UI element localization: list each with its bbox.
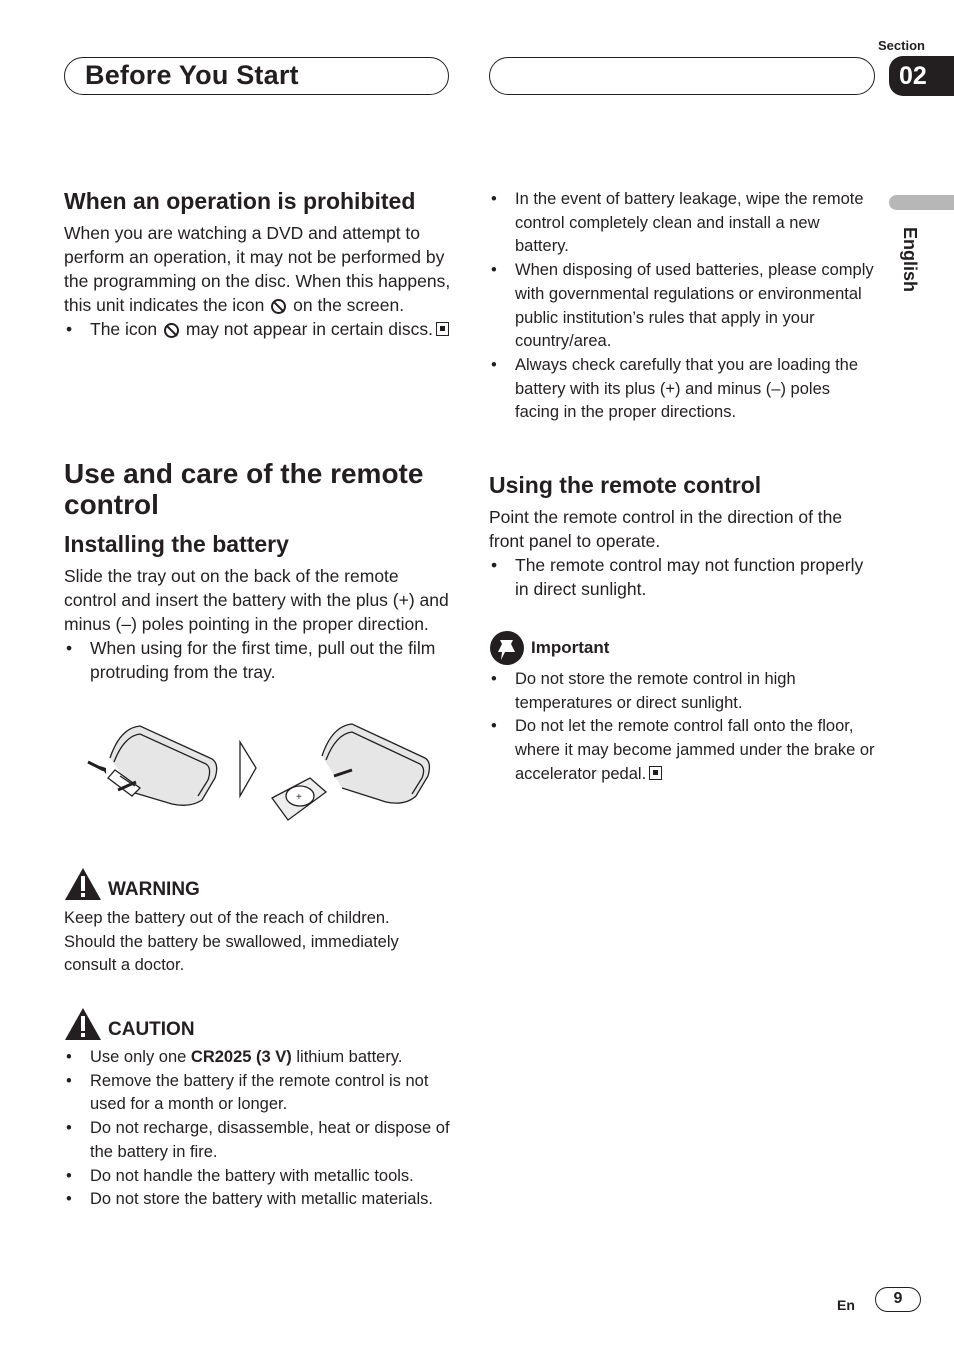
warning-label: WARNING <box>108 879 200 900</box>
warning-text: Keep the battery out of the reach of children. Should the battery be swallowed, immediately consult a doctor. <box>64 909 399 975</box>
list-item: • Do not recharge, disassemble, heat or dispose of the battery in fire. <box>64 1117 456 1164</box>
battery-paragraph <box>64 564 456 684</box>
using-text: Point the remote control in the direction of the front panel to operate. <box>489 507 843 551</box>
warning-header <box>64 866 456 902</box>
list-item: • Always check carefully that you are loading the battery with its plus (+) and minus (–) poles facing in the proper directions. <box>489 354 875 425</box>
important-text: Do not let the remote control fall onto the floor, where it may become jammed under the brake or accelerator pedal. <box>515 717 875 783</box>
important-pin-icon <box>489 630 525 666</box>
prohibited-icon <box>271 299 286 314</box>
bullet-text-a: The icon <box>90 319 158 339</box>
prohibited-icon <box>164 323 179 338</box>
battery-model: CR2025 (3 V) <box>190 1048 292 1066</box>
language-label: English <box>900 227 920 293</box>
section-number-badge: 02 <box>889 56 954 96</box>
prohibited-text-a: When you are watching a DVD and attempt to perform an operation, it may not be performed by the programming on the disc. When this happens, this unit indicates the icon <box>64 223 451 315</box>
list-item: • Do not handle the battery with metallic tools. <box>64 1165 456 1189</box>
battery-care-list <box>489 188 875 425</box>
header-title-pill <box>64 57 449 95</box>
caution-header <box>64 1006 456 1042</box>
battery-text: Slide the tray out on the back of the remote control and insert the battery with the plus (+) and minus (–) poles pointing in the proper direction. <box>64 566 449 634</box>
list-item: • When disposing of used batteries, please comply with governmental regulations or environmental public institution’s rules that apply in your country/area. <box>489 259 875 354</box>
caution-list <box>64 1046 456 1212</box>
battery-install-illustration <box>80 718 440 828</box>
svg-text:+: + <box>296 792 302 803</box>
list-item: • Do not store the battery with metallic materials. <box>64 1188 456 1212</box>
caution-text: lithium battery. <box>296 1048 403 1066</box>
care-heading: Use and care of the remote control <box>64 458 424 520</box>
caution-text: Use only one <box>90 1048 187 1066</box>
warning-triangle-icon <box>64 866 102 902</box>
list-item <box>64 317 456 341</box>
prohibited-bullets <box>64 317 456 341</box>
list-item: • Remove the battery if the remote control is not used for a month or longer. <box>64 1070 456 1117</box>
battery-heading: Installing the battery <box>64 531 289 557</box>
section-label: Section <box>878 38 925 53</box>
end-mark-icon <box>436 322 449 336</box>
list-item: • Do not store the remote control in high temperatures or direct sunlight. <box>489 668 875 715</box>
important-label: Important <box>531 638 610 657</box>
list-item: • The remote control may not function properly in direct sunlight. <box>489 553 875 601</box>
page-number: 9 <box>875 1287 921 1312</box>
list-item <box>64 1046 456 1070</box>
list-item: • In the event of battery leakage, wipe the remote control completely clean and install a new battery. <box>489 188 875 259</box>
caution-triangle-icon <box>64 1006 102 1042</box>
list-item: • When using for the first time, pull out the film protruding from the tray. <box>64 636 456 684</box>
caution-label: CAUTION <box>108 1019 195 1040</box>
bullet-text-b: may not appear in certain discs. <box>185 319 433 339</box>
prohibited-text-b: on the screen. <box>293 295 405 315</box>
using-heading: Using the remote control <box>489 472 762 498</box>
page-title: Before You Start <box>85 60 299 90</box>
footer-language-code: En <box>837 1297 855 1313</box>
end-mark-icon <box>649 766 662 780</box>
prohibited-heading: When an operation is prohibited <box>64 188 416 214</box>
important-list <box>489 668 875 787</box>
important-header <box>489 630 875 666</box>
language-tab <box>889 195 954 210</box>
using-bullets <box>489 553 875 601</box>
battery-bullets <box>64 636 456 684</box>
using-paragraph <box>489 505 875 601</box>
list-item <box>489 715 875 786</box>
header-empty-pill <box>489 57 875 95</box>
prohibited-paragraph <box>64 221 456 341</box>
